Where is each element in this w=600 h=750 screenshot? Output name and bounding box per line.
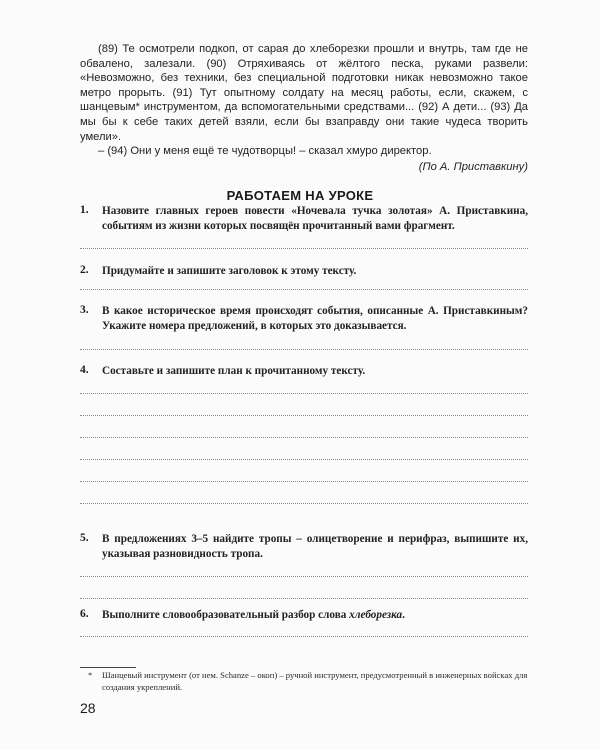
task-text: В какое историческое время происходят события, описанные А. Приставкиным? Укажите номера предложений, в которых это доказывается.: [102, 305, 528, 332]
answer-line[interactable]: [80, 459, 528, 460]
task-text: Придумайте и запишите заголовок к этому тексту.: [102, 265, 357, 277]
task-keyword: хлеборезка: [349, 609, 403, 621]
task-number: 1.: [80, 204, 89, 216]
answer-line[interactable]: [80, 393, 528, 394]
task-number: 6.: [80, 608, 89, 620]
answer-line[interactable]: [80, 503, 528, 504]
answer-line[interactable]: [80, 415, 528, 416]
footnote-text: Шанцевый инструмент (от нем. Schanze – окоп) – ручной инструмент, предусмотренный в инженерных войсках для создания укреплений.: [102, 670, 528, 692]
passage-source: (По А. Приставкину): [418, 160, 528, 173]
answer-line[interactable]: [80, 289, 528, 290]
answer-line[interactable]: [80, 349, 528, 350]
task-text: В предложениях 3–5 найдите тропы – олицетворение и перифраз, выпишите их, указывая разновидность тропа.: [102, 533, 528, 560]
footnote-marker: *: [88, 670, 93, 680]
answer-line[interactable]: [80, 248, 528, 249]
answer-line[interactable]: [80, 576, 528, 577]
task-number: 5.: [80, 532, 89, 544]
task-text-prefix: Выполните словообразовательный разбор слова: [102, 609, 350, 621]
passage-dialog-line: – (94) Они у меня ещё те чудотворцы! – сказал хмуро директор.: [98, 145, 432, 158]
task-number: 4.: [80, 364, 89, 376]
task-number: 2.: [80, 264, 89, 276]
answer-line[interactable]: [80, 636, 528, 637]
page-number: 28: [80, 700, 96, 716]
task-number: 3.: [80, 304, 89, 316]
reading-passage: [80, 42, 528, 174]
passage-paragraph: (89) Те осмотрели подкоп, от сарая до хлеборезки прошли и внутрь, там где не обвалено, залезали. (90) Отряхиваясь от жёлтого песка, руками развели: «Невозможно, без техники, без специальной подготовки никак невозможно такое метро прорыть. (91) Тут опытному солдату на месяц работы, если, скажем, с шанцевым* инструментом, да вспомогательными средствами... (92) А дети... (93) Да мы бы к себе таких детей взяли, если бы взаправду они такие чудеса творить умели».: [80, 43, 528, 143]
task-text: [102, 608, 528, 623]
answer-line[interactable]: [80, 437, 528, 438]
footnote-divider: [80, 667, 136, 668]
task-text-suffix: .: [402, 609, 405, 621]
task-text: Составьте и запишите план к прочитанному тексту.: [102, 365, 366, 377]
task-text: Назовите главных героев повести «Ночевала тучка золотая» А. Приставкина, событиям из жизни которых посвящён прочитанный вами фрагмент.: [102, 205, 528, 232]
section-title: РАБОТАЕМ НА УРОКЕ: [226, 188, 374, 203]
answer-line[interactable]: [80, 598, 528, 599]
answer-line[interactable]: [80, 481, 528, 482]
